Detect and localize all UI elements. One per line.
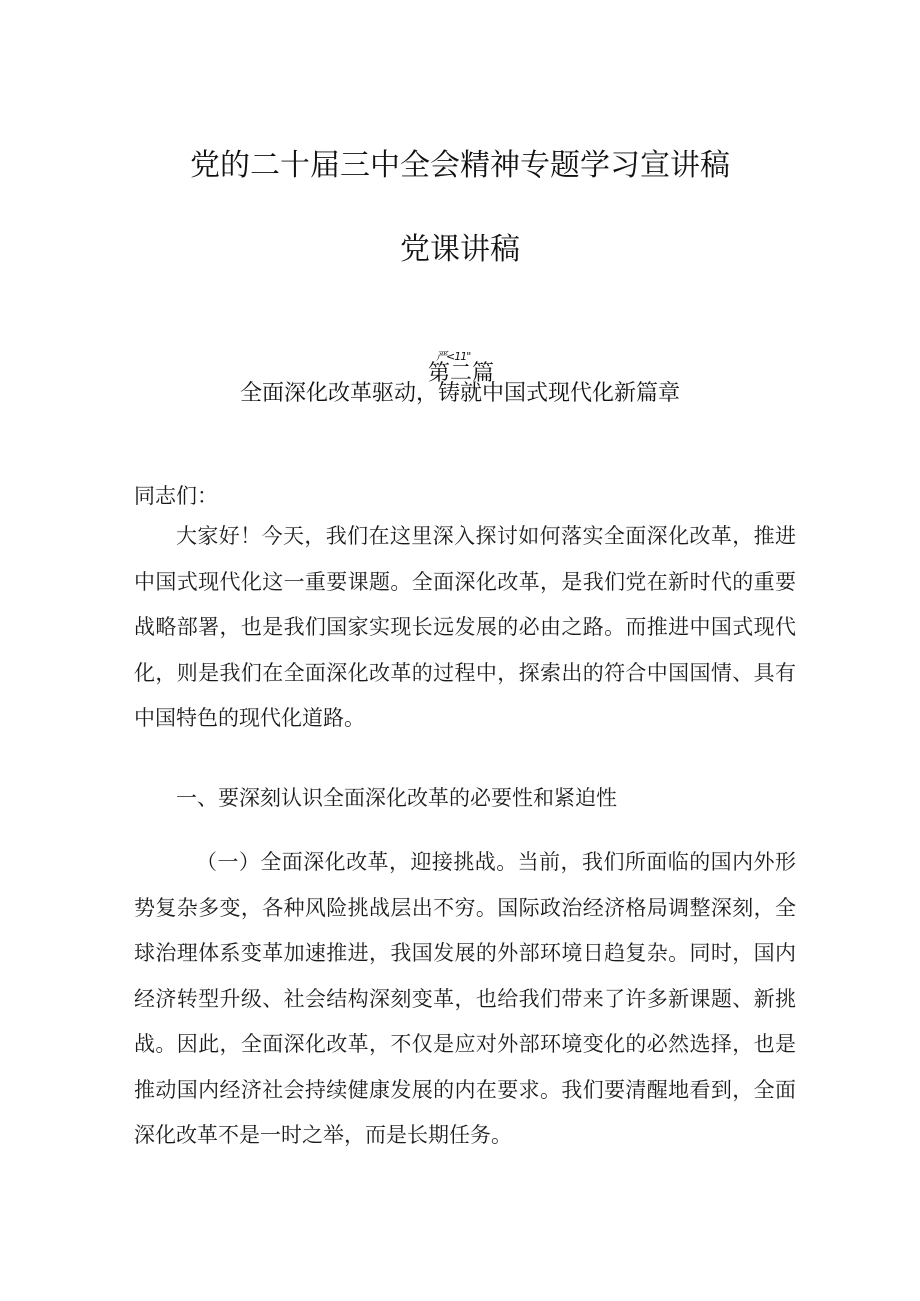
section-heading-1: 一、要深刻认识全面深化改革的必要性和紧迫性 — [176, 786, 617, 810]
document-title: 党的二十届三中全会精神专题学习宣讲稿 — [190, 148, 730, 183]
chapter-mark: 严<11" — [436, 350, 471, 363]
document-subtitle: 党课讲稿 — [400, 232, 520, 267]
paragraph-intro: 大家好！今天，我们在这里深入探讨如何落实全面深化改革，推进中国式现代化这一重要课题。全面深化改革，是我们党在新时代的重要战略部署，也是我们国家实现长远发展的必由之路。而推进中国式现代化，则是我们在全面深化改革的过程中，探索出的符合中国国情、具有中国特色的现代化道路。 — [134, 524, 796, 730]
paragraph-1-1: （一）全面深化改革，迎接挑战。当前，我们所面临的国内外形势复杂多变，各种风险挑战层出不穷。国际政治经济格局调整深刻，全球治理体系变革加速推进，我国发展的外部环境日趋复杂。同时，国内经济转型升级、社会结构深刻变革，也给我们带来了许多新课题、新挑战。因此，全面深化改革，不仅是应对外部环境变化的必然选择，也是推动国内经济社会持续健康发展的内在要求。我们要清醒地看到，全面深化改革不是一时之举，而是长期任务。 — [134, 850, 796, 1147]
chapter-label: 第二篇 — [428, 361, 495, 386]
salutation: 同志们： — [134, 484, 218, 508]
section-title: 全面深化改革驱动，铸就中国式现代化新篇章 — [239, 381, 680, 406]
